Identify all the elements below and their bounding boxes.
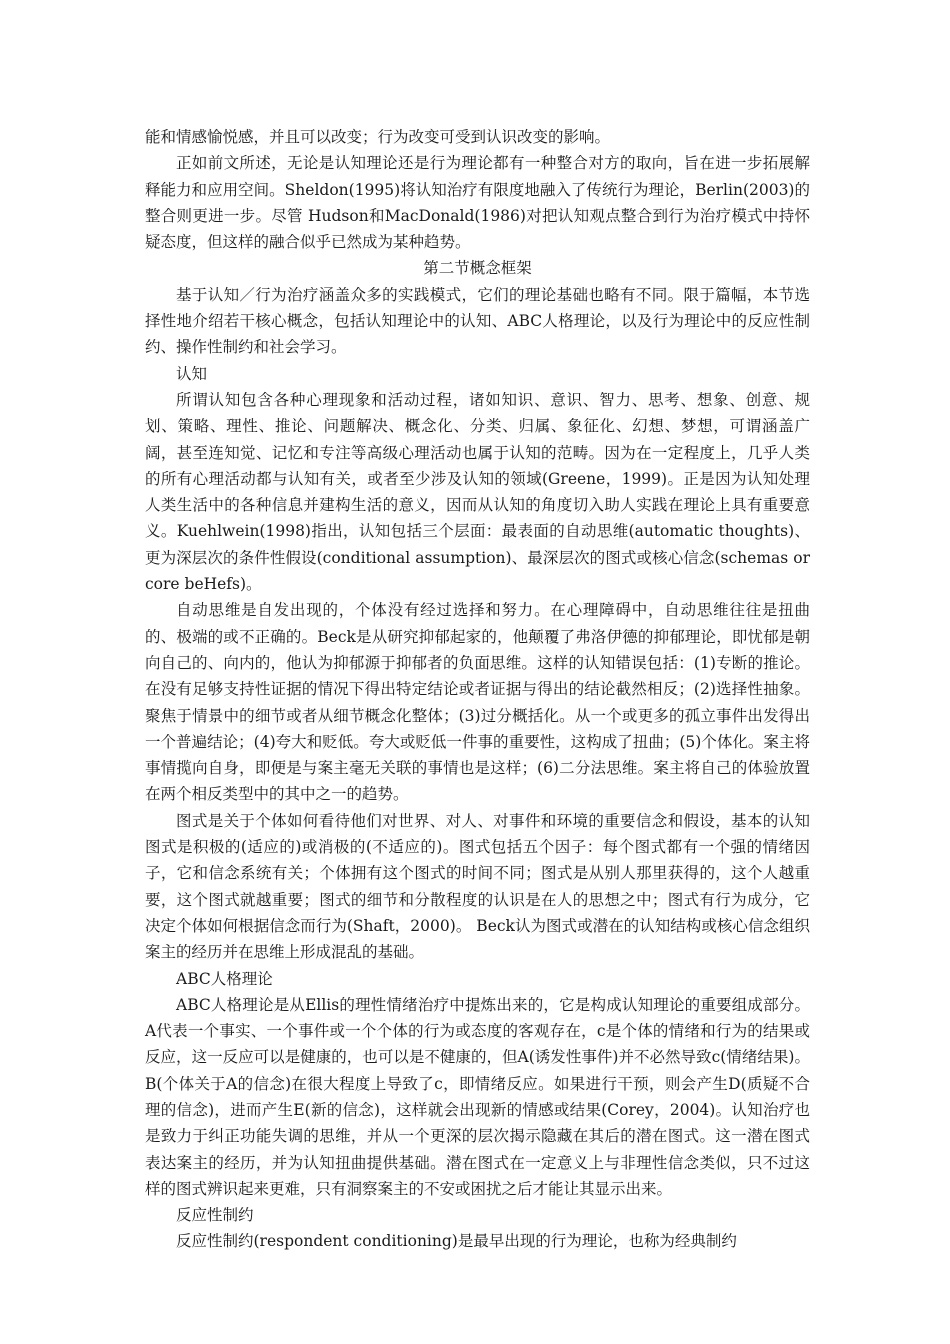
paragraph-automatic-thoughts: 自动思维是自发出现的，个体没有经过选择和努力。在心理障碍中，自动思维往往是扭曲的、极端的或不正确的。Beck是从研究抑郁起家的，他颠覆了弗洛伊德的抑郁理论，即忧郁是朝向自己的、向内的，他认为抑郁源于抑郁者的负面思维。这样的认知错误包括：(1)专断的推论。在没有足够支持性证据的情况下得出特定结论或者证据与得出的结论截然相反；(2)选择性抽象。聚焦于情景中的细节或者从细节概念化整体；(3)过分概括化。从一个或更多的孤立事件出发得出一个普遍结论；(4)夸大和贬低。夸大或贬低一件事的重要性，这构成了扭曲；(5)个体化。案主将事情揽向自身，即便是与案主毫无关联的事情也是这样；(6)二分法思维。案主将自己的体验放置在两个相反类型中的其中之一的趋势。 xyxy=(145,601,810,804)
paragraph-schema: 图式是关于个体如何看待他们对世界、对人、对事件和环境的重要信念和假设，基本的认知图式是积极的(适应的)或消极的(不适应的)。图式包括五个因子：每个图式都有一个强的情绪因子，它和信念系统有关；个体拥有这个图式的时间不同；图式是从别人那里获得的，这个人越重要，这个图式就越重要；图式的细节和分散程度的认识是在人的思想之中；图式有行为成分，它决定个体如何根据信念而行为(Shaft，2000)。 Beck认为图式或潜在的认知结构或核心信念组织案主的经历并在思维上形成混乱的基础。 xyxy=(145,811,810,962)
heading-respondent-conditioning: 反应性制约 xyxy=(176,1206,254,1225)
paragraph-continued: 能和情感愉悦感，并且可以改变；行为改变可受到认识改变的影响。 xyxy=(145,128,611,146)
text-column xyxy=(145,124,810,1255)
paragraph-integration: 正如前文所述，无论是认知理论还是行为理论都有一种整合对方的取向，旨在进一步拓展解释能力和应用空间。Sheldon(1995)将认知治疗有限度地融入了传统行为理论，Berlin(2003)的整合则更进一步。尽管 Hudson和MacDonald(1986)对把认知观点整合到行为治疗模式中持怀疑态度，但这样的融合似乎已然成为某种趋势。 xyxy=(145,154,810,252)
heading-abc-theory: ABC人格理论 xyxy=(176,969,273,988)
heading-cognition: 认知 xyxy=(176,364,208,383)
paragraph-abc-theory: ABC人格理论是从Ellis的理性情绪治疗中提炼出来的，它是构成认知理论的重要组成部分。A代表一个事实、一个事件或一个个体的行为或态度的客观存在，c是个体的情绪和行为的结果或反应，这一反应可以是健康的，也可以是不健康的，但A(诱发性事件)并不必然导致c(情绪结果)。B(个体关于A的信念)在很大程度上导致了c，即情绪反应。如果进行干预，则会产生D(质疑不合理的信念)，进而产生E(新的信念)，这样就会出现新的情感或结果(Corey，2004)。认知治疗也是致力于纠正功能失调的思维，并从一个更深的层次揭示隐藏在其后的潜在图式。这一潜在图式表达案主的经历，并为认知扭曲提供基础。潜在图式在一定意义上与非理性信念类似，只不过这样的图式辨识起来更难，只有洞察案主的不安或困扰之后才能让其显示出来。 xyxy=(145,995,810,1198)
paragraph-intro: 基于认知／行为治疗涵盖众多的实践模式，它们的理论基础也略有不同。限于篇幅，本节选择性地介绍若干核心概念，包括认知理论中的认知、ABC人格理论，以及行为理论中的反应性制约、操作性制约和社会学习。 xyxy=(145,285,810,357)
paragraph-respondent-conditioning: 反应性制约(respondent conditioning)是最早出现的行为理论，也称为经典制约 xyxy=(176,1232,737,1251)
paragraph-cognition: 所谓认知包含各种心理现象和活动过程，诸如知识、意识、智力、思考、想象、创意、规划、策略、理性、推论、问题解决、概念化、分类、归属、象征化、幻想、梦想，可谓涵盖广阔，甚至连知觉、记忆和专注等高级心理活动也属于认知的范畴。因为在一定程度上，几乎人类的所有心理活动都与认知有关，或者至少涉及认知的领域(Greene，1999)。正是因为认知处理人类生活中的各种信息并建构生活的意义，因而从认知的角度切入助人实践在理论上具有重要意义。Kuehlwein(1998)指出，认知包括三个层面：最表面的自动思维(automatic thoughts)、更为深层次的条件性假设(conditional assumption)、最深层次的图式或核心信念(schemas or core beHefs)。 xyxy=(145,390,810,594)
section-title: 第二节概念框架 xyxy=(423,259,532,278)
